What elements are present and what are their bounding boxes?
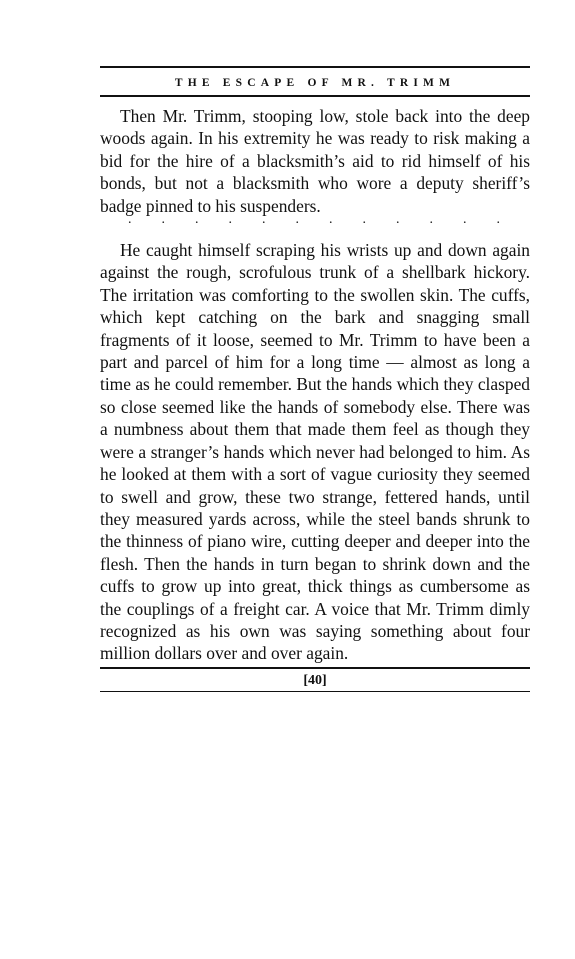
section-break-dot: . bbox=[429, 212, 433, 228]
book-page bbox=[100, 66, 530, 692]
section-break-dot: . bbox=[295, 212, 299, 228]
section-break-dot: . bbox=[396, 212, 400, 228]
section-break-dot: . bbox=[496, 212, 500, 228]
top-rule bbox=[100, 66, 530, 68]
paragraph-1: Then Mr. Trimm, stooping low, stole back into the deep woods again. In his extremity he was ready to risk making a bid for the hire of a blacksmith’s aid to rid himself of his bonds, but not a blacksmith who wore a deputy sheriff’s badge pinned to his suspenders. bbox=[100, 106, 530, 216]
head-rule bbox=[100, 95, 530, 97]
section-break-dot: . bbox=[262, 212, 266, 228]
bottom-rule bbox=[100, 667, 530, 669]
section-break-dot: . bbox=[228, 212, 232, 228]
paragraph-2: He caught himself scraping his wrists up and down again against the rough, scrofulous trunk of a shellbark hickory. The irritation was comforting to the swollen skin. The cuffs, which kept catching on the bark and snagging small fragments of it loose, seemed to Mr. Trimm to have been a part and parcel of him for a long time — almost as long a time as he could remember. But the hands which they clasped so close seemed like the hands of somebody else. There was a numbness about them that made them feel as though they were a stranger’s hands which never had belonged to him. As he looked at them with a sort of vague curiosity they seemed to swell and grow, these two strange, fettered hands, until they measured yards across, while the steel bands shrunk to the thinness of piano wire, cutting deeper and deeper into the flesh. Then the hands in turn began to shrink down and the cuffs to grow up into great, thick things as cumbersome as the couplings of a freight car. A voice that Mr. Trimm dimly recognized as his own was saying something about four million dollars over and over again. bbox=[100, 240, 530, 664]
section-break-dot: . bbox=[195, 212, 199, 228]
section-break-dot: . bbox=[463, 212, 467, 228]
section-break-dot: . bbox=[362, 212, 366, 228]
running-head: THE ESCAPE OF MR. TRIMM bbox=[174, 77, 456, 89]
page-number: [40] bbox=[303, 672, 327, 688]
section-break-dot: . bbox=[128, 212, 132, 228]
section-break-dot: . bbox=[329, 212, 333, 228]
section-break-dot: . bbox=[161, 212, 165, 228]
foot-rule bbox=[100, 691, 530, 692]
